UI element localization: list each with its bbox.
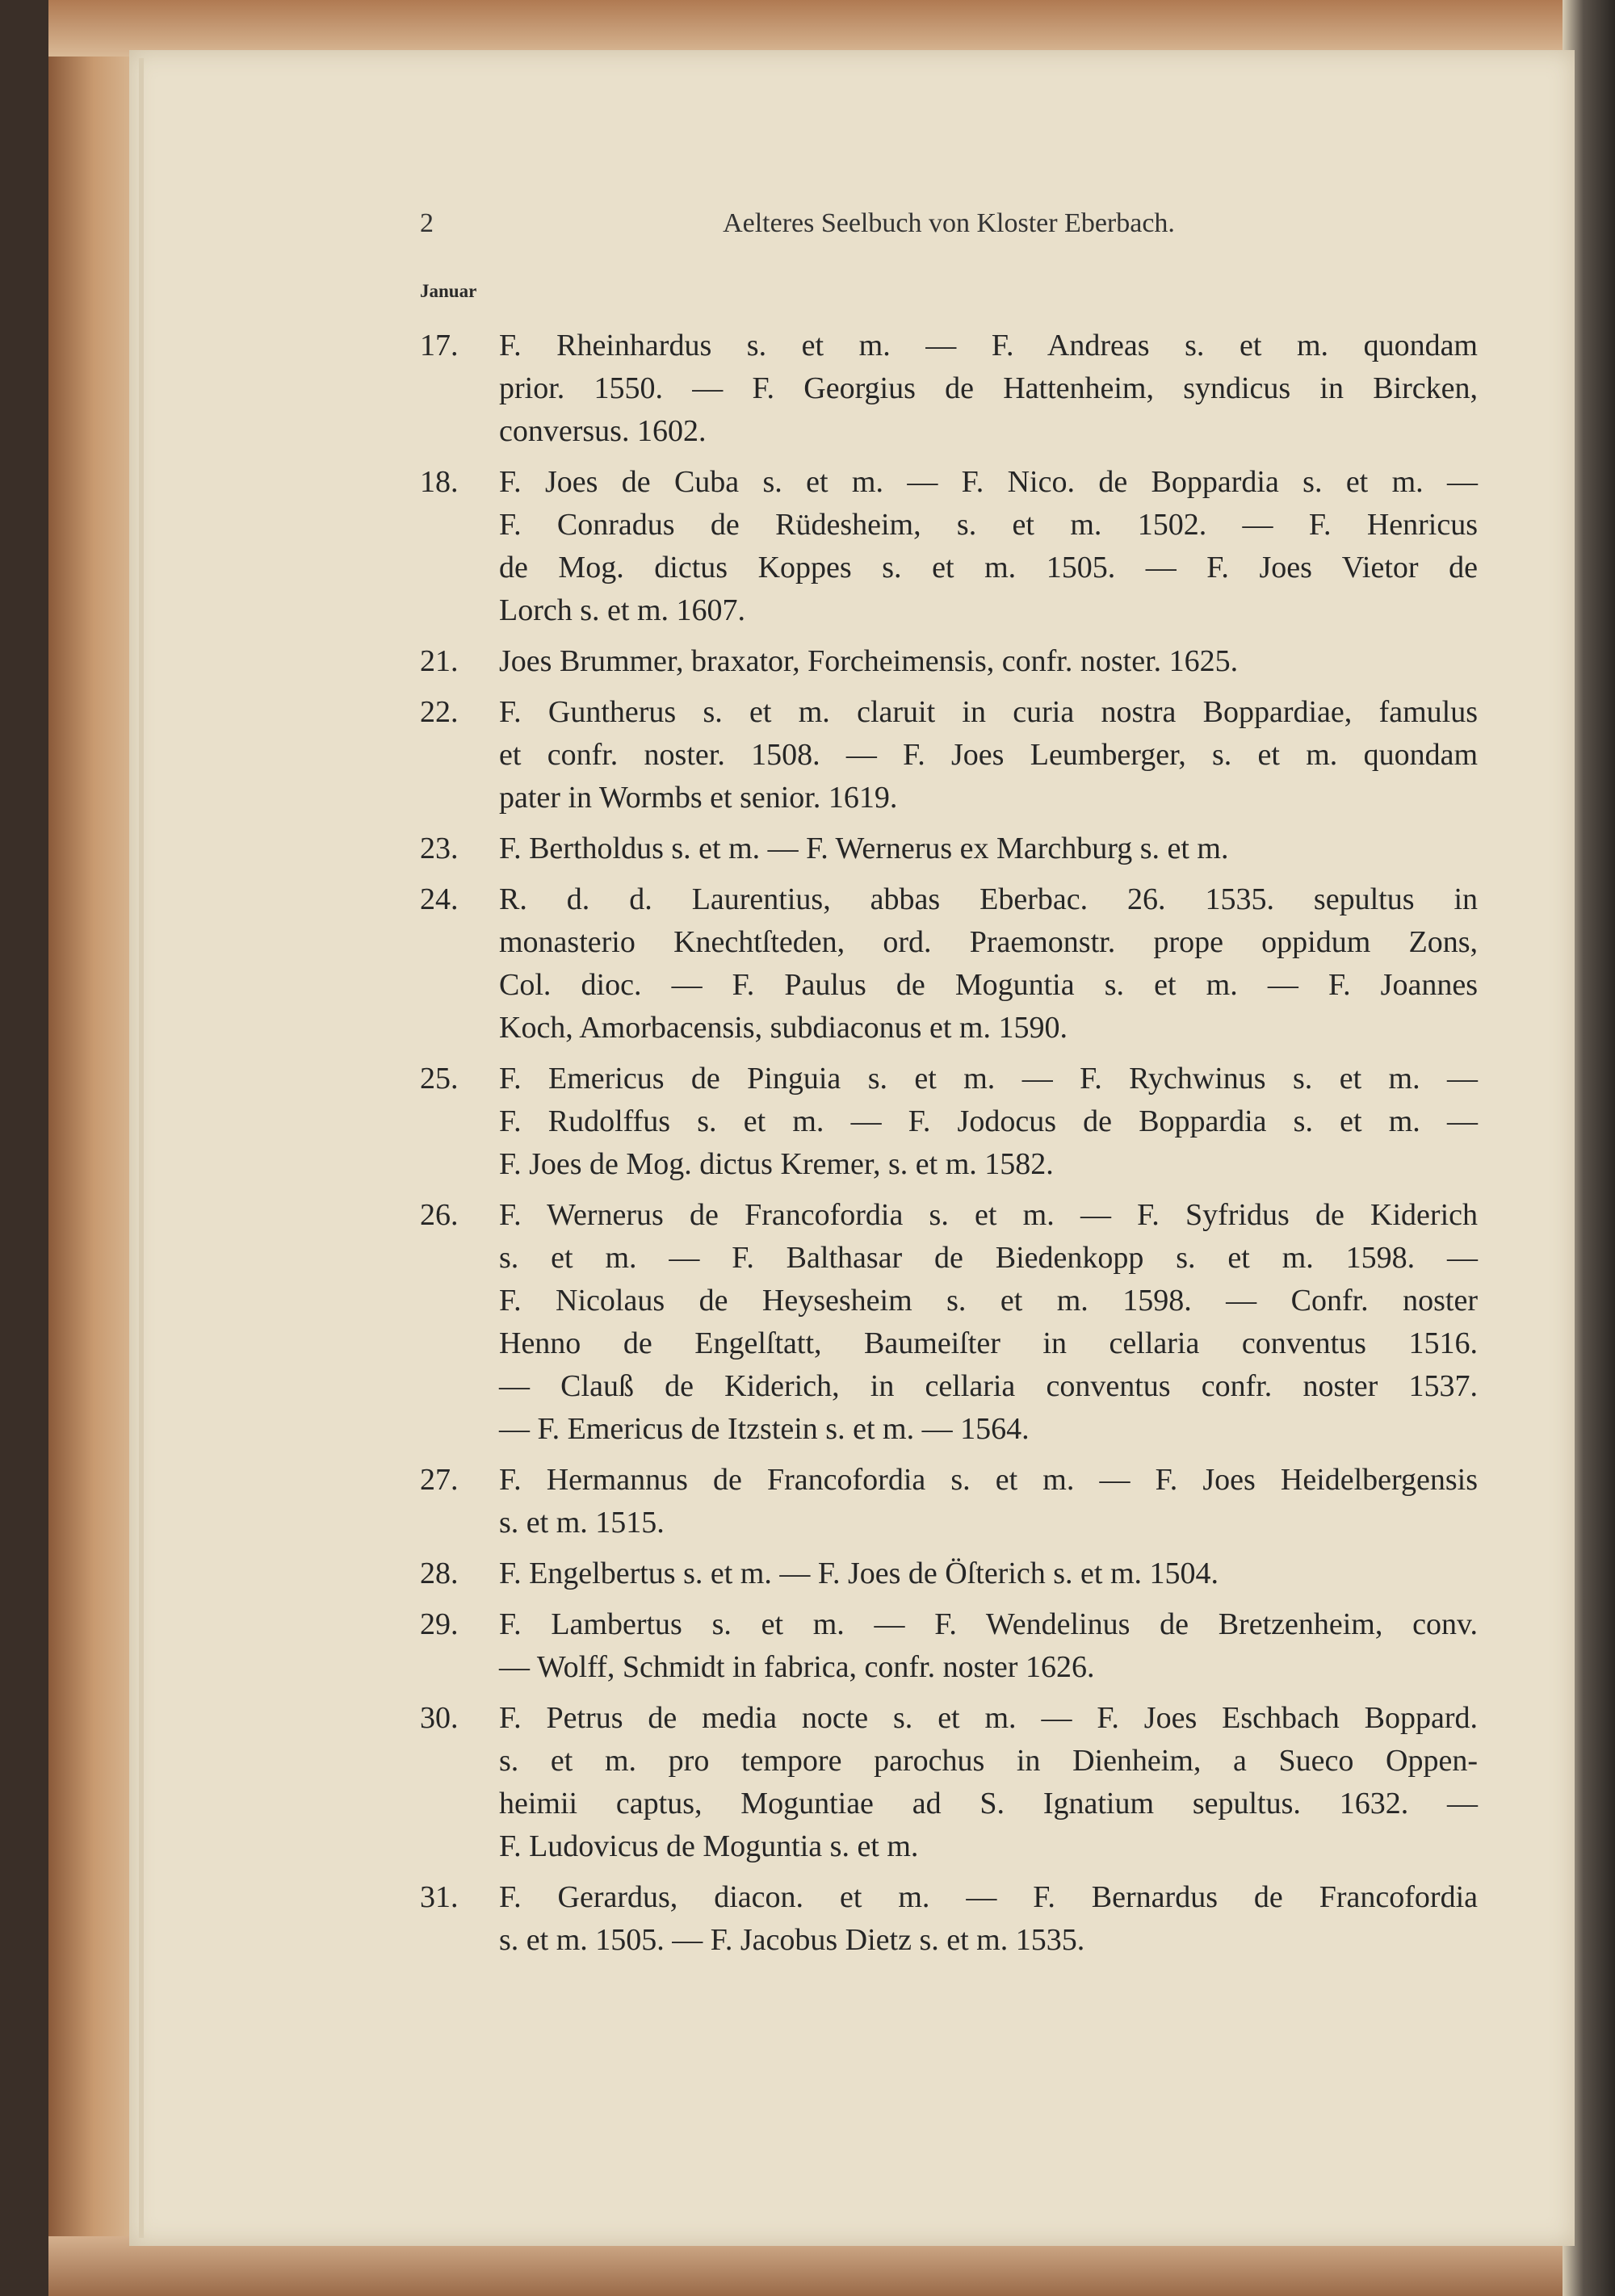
entry [420, 640, 1478, 683]
entry-text-line: F. Hermannus de Francofordia s. et m. — F. Joes Heidelbergensis [499, 1463, 1478, 1497]
entry-text-line: — Clauß de Kiderich, in cellaria conventus confr. noster 1537. [499, 1369, 1478, 1403]
entry-text-line: pater in Wormbs et senior. 1619. [499, 781, 898, 815]
running-header [420, 208, 1478, 249]
entry-text-line: F. Lambertus s. et m. — F. Wendelinus de Bretzenheim, conv. [499, 1607, 1478, 1641]
entry [420, 1194, 1478, 1451]
entry-text-line: F. Bertholdus s. et m. — F. Wernerus ex Marchburg s. et m. [499, 832, 1229, 865]
entry-date-number: 18. [420, 465, 459, 499]
entry [420, 827, 1478, 870]
entry-text-line: s. et m. 1515. [499, 1506, 665, 1540]
entry-text-line: R. d. d. Laurentius, abbas Eberbac. 26. 1535. sepultus in [499, 882, 1478, 916]
entry-text-line: prior. 1550. — F. Georgius de Hattenheim, syndicus in Bircken, [499, 371, 1478, 405]
entry-text-line: F. Conradus de Rüdesheim, s. et m. 1502. — F. Henricus [499, 508, 1478, 542]
entry-text-line: F. Guntherus s. et m. claruit in curia nostra Boppardiae, famulus [499, 695, 1478, 729]
entry-text-line: et confr. noster. 1508. — F. Joes Leumberger, s. et m. quondam [499, 738, 1478, 772]
entry-text-line: Henno de Engelſtatt, Baumeiſter in cellaria conventus 1516. [499, 1326, 1478, 1360]
entry [420, 1552, 1478, 1595]
entry-text-line: F. Joes de Mog. dictus Kremer, s. et m. 1582. [499, 1147, 1054, 1181]
entry [420, 878, 1478, 1050]
entry-date-number: 31. [420, 1880, 459, 1914]
entry-date-number: 17. [420, 329, 459, 362]
entry-text-line: Koch, Amorbacensis, subdiaconus et m. 1590. [499, 1011, 1068, 1045]
entry-text-line: F. Ludovicus de Moguntia s. et m. [499, 1829, 919, 1863]
entry-text-line: s. et m. 1505. — F. Jacobus Dietz s. et m. 1535. [499, 1923, 1085, 1957]
entry-date-number: 24. [420, 882, 459, 916]
entry-text-line: F. Petrus de media nocte s. et m. — F. Joes Eschbach Boppard. [499, 1701, 1478, 1735]
entry [420, 1459, 1478, 1544]
entry-text-line: — F. Emericus de Itzstein s. et m. — 1564. [499, 1412, 1030, 1446]
entry-text-line: F. Rudolffus s. et m. — F. Jodocus de Boppardia s. et m. — [499, 1104, 1478, 1138]
entry [420, 325, 1478, 453]
entry-text-line: conversus. 1602. [499, 414, 707, 448]
entry-date-number: 26. [420, 1198, 459, 1232]
entry-date-number: 21. [420, 644, 459, 678]
book-edge-top [48, 0, 1567, 57]
entry [420, 1697, 1478, 1868]
entry-text-line: F. Joes de Cuba s. et m. — F. Nico. de Boppardia s. et m. — [499, 465, 1478, 499]
entry-date-number: 22. [420, 695, 459, 729]
entry-text-line: s. et m. pro tempore parochus in Dienheim, a Sueco Oppen- [499, 1744, 1478, 1778]
entry-text-line: F. Emericus de Pinguia s. et m. — F. Rychwinus s. et m. — [499, 1062, 1478, 1096]
entry [420, 1603, 1478, 1689]
entry-date-number: 29. [420, 1607, 459, 1641]
entry-date-number: 27. [420, 1463, 459, 1497]
entry-text-line: monasterio Knechtſteden, ord. Praemonstr. prope oppidum Zons, [499, 925, 1478, 959]
entry-text-line: F. Nicolaus de Heysesheim s. et m. 1598. — Confr. noster [499, 1284, 1478, 1318]
entry-text-line: F. Gerardus, diacon. et m. — F. Bernardus de Francofordia [499, 1880, 1478, 1914]
entry-text-line: Joes Brummer, braxator, Forcheimensis, confr. noster. 1625. [499, 644, 1239, 678]
entry [420, 691, 1478, 819]
page-number: 2 [420, 208, 434, 238]
entry-text-line: heimii captus, Moguntiae ad S. Ignatium sepultus. 1632. — [499, 1787, 1478, 1820]
entry-text-line: F. Rheinhardus s. et m. — F. Andreas s. et m. quondam [499, 329, 1478, 362]
month-heading: Januar [420, 281, 477, 301]
page-layer-edge [139, 58, 144, 2238]
entry-date-number: 23. [420, 832, 459, 865]
entry [420, 1876, 1478, 1962]
entry-date-number: 28. [420, 1557, 459, 1590]
running-title: Aelteres Seelbuch von Kloster Eberbach. [723, 208, 1175, 238]
entry-date-number: 30. [420, 1701, 459, 1735]
entry-text-line: Col. dioc. — F. Paulus de Moguntia s. et m. — F. Joannes [499, 968, 1478, 1002]
entry-text-line: Lorch s. et m. 1607. [499, 593, 746, 627]
entry-text-line: F. Wernerus de Francofordia s. et m. — F. Syfridus de Kiderich [499, 1198, 1478, 1232]
entry-text-line: — Wolff, Schmidt in fabrica, confr. noster 1626. [499, 1650, 1095, 1684]
entry [420, 461, 1478, 632]
entry-text-line: F. Engelbertus s. et m. — F. Joes de Öſterich s. et m. 1504. [499, 1557, 1219, 1590]
entry-text-line: s. et m. — F. Balthasar de Biedenkopp s. et m. 1598. — [499, 1241, 1478, 1275]
entries-list [420, 325, 1478, 1970]
entry-text-line: de Mog. dictus Koppes s. et m. 1505. — F. Joes Vietor de [499, 551, 1478, 584]
entry [420, 1058, 1478, 1186]
entry-date-number: 25. [420, 1062, 459, 1096]
